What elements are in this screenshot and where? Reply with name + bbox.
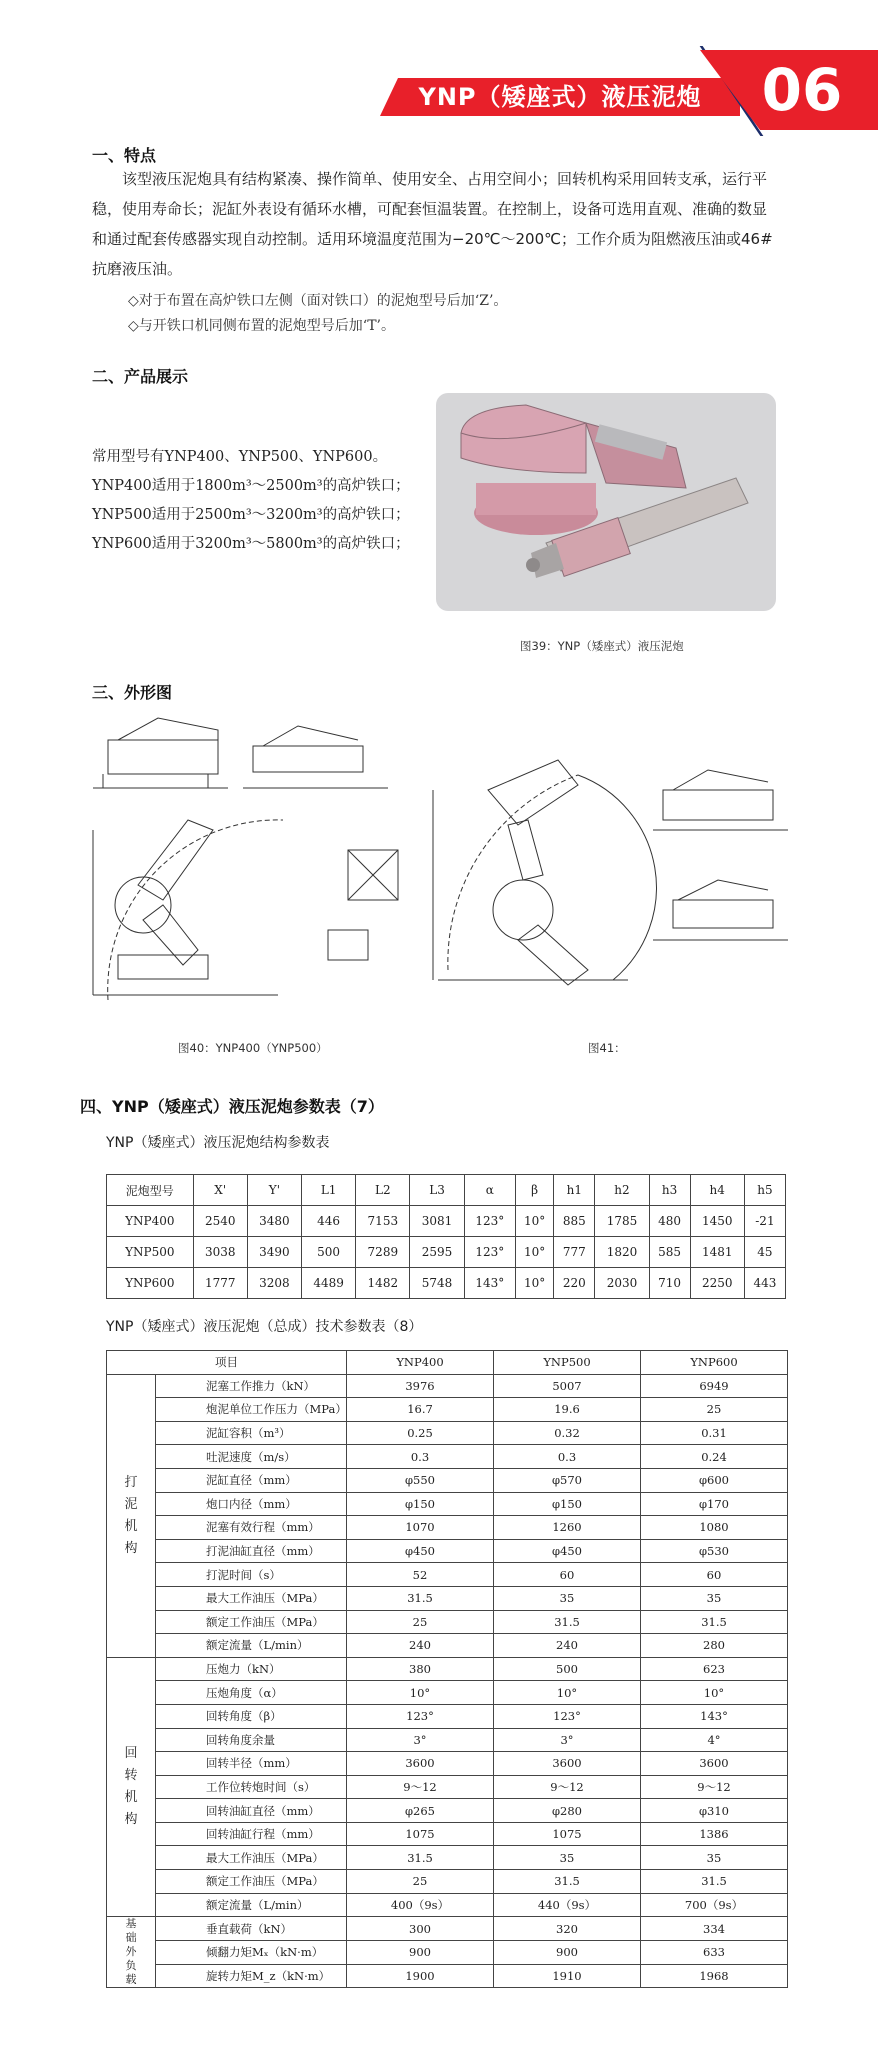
table-cell: 25 [347, 1870, 494, 1894]
note-z-suffix: ◇对于布置在高炉铁口左侧（面对铁口）的泥炮型号后加‘Z’。 [128, 293, 508, 309]
table-cell: 777 [554, 1237, 595, 1268]
table-cell: 240 [347, 1634, 494, 1658]
table-cell: 3490 [247, 1237, 301, 1268]
table-cell: 35 [494, 1586, 641, 1610]
model-line: YNP500适用于2500m³～3200m³的高炉铁口； [92, 507, 410, 523]
param-label-cell: 垂直载荷（kN） [156, 1917, 347, 1941]
table-cell: 240 [494, 1634, 641, 1658]
table-cell: 9～12 [494, 1775, 641, 1799]
table-cell: 10° [516, 1206, 554, 1237]
table-cell: 19.6 [494, 1398, 641, 1422]
table-cell: 443 [744, 1268, 785, 1299]
table-cell: 1968 [641, 1964, 788, 1988]
table-row [107, 1468, 788, 1492]
table-cell: -21 [744, 1206, 785, 1237]
table-cell: 123° [464, 1237, 515, 1268]
param-label-cell: 回转油缸行程（mm） [156, 1822, 347, 1846]
table-cell: 0.24 [641, 1445, 788, 1469]
table-header-cell: YNP500 [494, 1351, 641, 1375]
table-cell: 10° [494, 1681, 641, 1705]
table-header-cell: 泥炮型号 [107, 1175, 194, 1206]
table-cell: 10° [347, 1681, 494, 1705]
outline-drawing-fig41 [428, 730, 798, 990]
table-cell: 900 [494, 1940, 641, 1964]
table-header-cell: 项目 [107, 1351, 347, 1375]
table-cell: 31.5 [494, 1610, 641, 1634]
table-row [107, 1268, 786, 1299]
table-row [107, 1563, 788, 1587]
table-cell: 440（9s） [494, 1893, 641, 1917]
table-cell: 2030 [595, 1268, 649, 1299]
table-cell: 3600 [641, 1752, 788, 1776]
table-cell: 3038 [193, 1237, 247, 1268]
table-cell: 1777 [193, 1268, 247, 1299]
table-cell: 1785 [595, 1206, 649, 1237]
table-row [107, 1586, 788, 1610]
table-cell: YNP600 [107, 1268, 194, 1299]
table-cell: 0.3 [347, 1445, 494, 1469]
table-cell: 5007 [494, 1374, 641, 1398]
param-label-cell: 泥缸容积（m³） [156, 1421, 347, 1445]
table-cell: φ600 [641, 1468, 788, 1492]
table-cell: 3° [347, 1728, 494, 1752]
table-header-cell: L1 [302, 1175, 356, 1206]
model-list [92, 443, 432, 559]
table-cell: 123° [494, 1704, 641, 1728]
table-cell: 10° [516, 1237, 554, 1268]
table-cell: 143° [464, 1268, 515, 1299]
table-cell: 0.32 [494, 1421, 641, 1445]
table-cell: φ280 [494, 1799, 641, 1823]
model-line: YNP600适用于3200m³～5800m³的高炉铁口； [92, 536, 410, 552]
table-row [107, 1539, 788, 1563]
param-label-cell: 回转角度（β） [156, 1704, 347, 1728]
table-cell: YNP500 [107, 1237, 194, 1268]
table-cell: φ550 [347, 1468, 494, 1492]
param-label-cell: 打泥时间（s） [156, 1563, 347, 1587]
product-photo [436, 393, 776, 611]
param-label-cell: 额定流量（L/min） [156, 1634, 347, 1658]
param-label-cell: 工作位转炮时间（s） [156, 1775, 347, 1799]
technical-params-table [106, 1350, 788, 1988]
table-row [107, 1634, 788, 1658]
table-row [107, 1492, 788, 1516]
table-cell: 480 [649, 1206, 690, 1237]
photo-caption: 图39：YNP（矮座式）液压泥炮 [520, 639, 684, 653]
param-label-cell: 回转角度余量 [156, 1728, 347, 1752]
table-cell: φ530 [641, 1539, 788, 1563]
group-label-text: 打泥机构 [124, 1474, 138, 1556]
table-row [107, 1704, 788, 1728]
table-cell: 7289 [356, 1237, 410, 1268]
table7-title: YNP（矮座式）液压泥炮结构参数表 [106, 1135, 330, 1151]
table-cell: φ450 [494, 1539, 641, 1563]
table-cell: 9～12 [347, 1775, 494, 1799]
mud-gun-illustration [436, 393, 776, 611]
table-cell: 623 [641, 1657, 788, 1681]
section-heading-features: 一、特点 [92, 146, 157, 165]
table-row [107, 1374, 788, 1398]
table-cell: 5748 [410, 1268, 464, 1299]
table-cell: 35 [641, 1846, 788, 1870]
table-row [107, 1445, 788, 1469]
table-cell: 10° [516, 1268, 554, 1299]
table-row [107, 1206, 786, 1237]
table-row [107, 1893, 788, 1917]
table-cell: 633 [641, 1940, 788, 1964]
table-cell: 3600 [347, 1752, 494, 1776]
model-line: YNP400适用于1800m³～2500m³的高炉铁口； [92, 478, 410, 494]
table-cell: 380 [347, 1657, 494, 1681]
features-paragraph: 该型液压泥炮具有结构紧凑、操作简单、使用安全、占用空间小；回转机构采用回转支承，运行平稳，使用寿命长；泥缸外表设有循环水槽，可配套恒温装置。在控制上，设备可选用直观、准确的数显和通过配套传感器实现自动控制。适用环境温度范围为−20℃～200℃；工作介质为阻燃液压油或46#抗磨液压油。 [92, 170, 773, 278]
param-label-cell: 打泥油缸直径（mm） [156, 1539, 347, 1563]
table-cell: 1900 [347, 1964, 494, 1988]
table-row [107, 1964, 788, 1988]
table-cell: 35 [494, 1846, 641, 1870]
table-cell: 31.5 [347, 1846, 494, 1870]
table-cell: YNP400 [107, 1206, 194, 1237]
param-label-cell: 额定工作油压（MPa） [156, 1870, 347, 1894]
table-cell: 10° [641, 1681, 788, 1705]
param-label-cell: 回转油缸直径（mm） [156, 1799, 347, 1823]
outline-drawing-fig40 [88, 710, 418, 1010]
param-label-cell: 最大工作油压（MPa） [156, 1586, 347, 1610]
section-heading-outline: 三、外形图 [92, 683, 173, 702]
table-header-cell: X' [193, 1175, 247, 1206]
table-cell: 334 [641, 1917, 788, 1941]
table-cell: 0.25 [347, 1421, 494, 1445]
model-line: 常用型号有YNP400、YNP500、YNP600。 [92, 449, 388, 465]
table-header-cell: Y' [247, 1175, 301, 1206]
group-label-text: 回转机构 [124, 1745, 138, 1827]
table-row [107, 1870, 788, 1894]
table-cell: 710 [649, 1268, 690, 1299]
table-cell: 1070 [347, 1516, 494, 1540]
table-cell: 500 [494, 1657, 641, 1681]
table-row [107, 1775, 788, 1799]
table-cell: φ265 [347, 1799, 494, 1823]
table-header-cell: h1 [554, 1175, 595, 1206]
table-cell: 1820 [595, 1237, 649, 1268]
table-cell: 31.5 [347, 1586, 494, 1610]
table-cell: 1075 [347, 1822, 494, 1846]
table-row [107, 1728, 788, 1752]
table-cell: 60 [641, 1563, 788, 1587]
table-group-label [107, 1657, 156, 1917]
table-cell: 31.5 [494, 1870, 641, 1894]
table-cell: φ450 [347, 1539, 494, 1563]
table-cell: 1482 [356, 1268, 410, 1299]
table-row [107, 1917, 788, 1941]
table-cell: 60 [494, 1563, 641, 1587]
param-label-cell: 泥缸直径（mm） [156, 1468, 347, 1492]
table-header-cell: YNP400 [347, 1351, 494, 1375]
table-cell: 25 [641, 1398, 788, 1422]
table-cell: 3480 [247, 1206, 301, 1237]
note-t-suffix: ◇与开铁口机同侧布置的泥炮型号后加‘T’。 [128, 318, 396, 334]
page-number: 06 [761, 56, 843, 124]
table-cell: 700（9s） [641, 1893, 788, 1917]
table-cell: 585 [649, 1237, 690, 1268]
param-label-cell: 压炮力（kN） [156, 1657, 347, 1681]
table-cell: 52 [347, 1563, 494, 1587]
table-row [107, 1681, 788, 1705]
table-header-cell: L3 [410, 1175, 464, 1206]
param-label-cell: 旋转力矩M_z（kN·m） [156, 1964, 347, 1988]
table-group-label [107, 1917, 156, 1988]
table-cell: 1260 [494, 1516, 641, 1540]
table-row [107, 1940, 788, 1964]
table-cell: φ170 [641, 1492, 788, 1516]
table-cell: 31.5 [641, 1870, 788, 1894]
table-cell: 3° [494, 1728, 641, 1752]
table-cell: 1481 [690, 1237, 744, 1268]
table-row [107, 1799, 788, 1823]
table-cell: φ570 [494, 1468, 641, 1492]
table-row [107, 1421, 788, 1445]
table-cell: 16.7 [347, 1398, 494, 1422]
table-cell: 1080 [641, 1516, 788, 1540]
param-label-cell: 倾翻力矩Mₓ（kN·m） [156, 1940, 347, 1964]
param-label-cell: 炮口内径（mm） [156, 1492, 347, 1516]
param-label-cell: 泥塞有效行程（mm） [156, 1516, 347, 1540]
param-label-cell: 泥塞工作推力（kN） [156, 1374, 347, 1398]
page-title: YNP（矮座式）液压泥炮 [418, 83, 702, 111]
table-cell: 3600 [494, 1752, 641, 1776]
table-cell: 1910 [494, 1964, 641, 1988]
table-header-cell: h3 [649, 1175, 690, 1206]
table-cell: 500 [302, 1237, 356, 1268]
table-header-row [107, 1175, 786, 1206]
table-row [107, 1516, 788, 1540]
table-cell: 31.5 [641, 1610, 788, 1634]
table-cell: 7153 [356, 1206, 410, 1237]
table-row [107, 1398, 788, 1422]
table-cell: 4° [641, 1728, 788, 1752]
table-row [107, 1657, 788, 1681]
table-cell: φ310 [641, 1799, 788, 1823]
table-cell: φ150 [347, 1492, 494, 1516]
table-row [107, 1846, 788, 1870]
table-cell: 1075 [494, 1822, 641, 1846]
group-label-text: 基础外负载 [125, 1917, 137, 1987]
table-cell: 2250 [690, 1268, 744, 1299]
table-header-cell: YNP600 [641, 1351, 788, 1375]
table-cell: 0.3 [494, 1445, 641, 1469]
table-cell: 25 [347, 1610, 494, 1634]
table-cell: 123° [464, 1206, 515, 1237]
table-group-label [107, 1374, 156, 1657]
table-header-cell: h2 [595, 1175, 649, 1206]
table-row [107, 1610, 788, 1634]
table-cell: 320 [494, 1917, 641, 1941]
param-label-cell: 炮泥单位工作压力（MPa） [156, 1398, 347, 1422]
table-row [107, 1822, 788, 1846]
table-cell: 2540 [193, 1206, 247, 1237]
structure-params-table [106, 1174, 786, 1299]
table-cell: 4489 [302, 1268, 356, 1299]
table-cell: 280 [641, 1634, 788, 1658]
table-header-cell: β [516, 1175, 554, 1206]
param-label-cell: 压炮角度（α） [156, 1681, 347, 1705]
table-cell: 3208 [247, 1268, 301, 1299]
table-cell: 6949 [641, 1374, 788, 1398]
table-cell: 3081 [410, 1206, 464, 1237]
param-label-cell: 额定工作油压（MPa） [156, 1610, 347, 1634]
param-label-cell: 吐泥速度（m/s） [156, 1445, 347, 1469]
table-cell: 9～12 [641, 1775, 788, 1799]
table-cell: 2595 [410, 1237, 464, 1268]
table-header-row [107, 1351, 788, 1375]
table8-title: YNP（矮座式）液压泥炮（总成）技术参数表（8） [106, 1319, 423, 1335]
table-cell: 3976 [347, 1374, 494, 1398]
table-cell: 900 [347, 1940, 494, 1964]
section-heading-params: 四、YNP（矮座式）液压泥炮参数表（7） [80, 1097, 384, 1116]
section-heading-products: 二、产品展示 [92, 367, 189, 386]
param-label-cell: 额定流量（L/min） [156, 1893, 347, 1917]
table-header-cell: α [464, 1175, 515, 1206]
table-row [107, 1752, 788, 1776]
table-header-cell: h4 [690, 1175, 744, 1206]
table-cell: 143° [641, 1704, 788, 1728]
table-cell: 400（9s） [347, 1893, 494, 1917]
table-cell: 1450 [690, 1206, 744, 1237]
table-cell: 35 [641, 1586, 788, 1610]
fig40-caption: 图40：YNP400（YNP500） [178, 1041, 328, 1055]
table-cell: 0.31 [641, 1421, 788, 1445]
table-cell: 123° [347, 1704, 494, 1728]
table-cell: 220 [554, 1268, 595, 1299]
table-header-cell: L2 [356, 1175, 410, 1206]
table-cell: 885 [554, 1206, 595, 1237]
table-cell: 446 [302, 1206, 356, 1237]
table-cell: φ150 [494, 1492, 641, 1516]
table-header-cell: h5 [744, 1175, 785, 1206]
table-cell: 1386 [641, 1822, 788, 1846]
param-label-cell: 最大工作油压（MPa） [156, 1846, 347, 1870]
table-cell: 300 [347, 1917, 494, 1941]
table-row [107, 1237, 786, 1268]
table-cell: 45 [744, 1237, 785, 1268]
fig41-caption: 图41： [588, 1041, 626, 1055]
param-label-cell: 回转半径（mm） [156, 1752, 347, 1776]
